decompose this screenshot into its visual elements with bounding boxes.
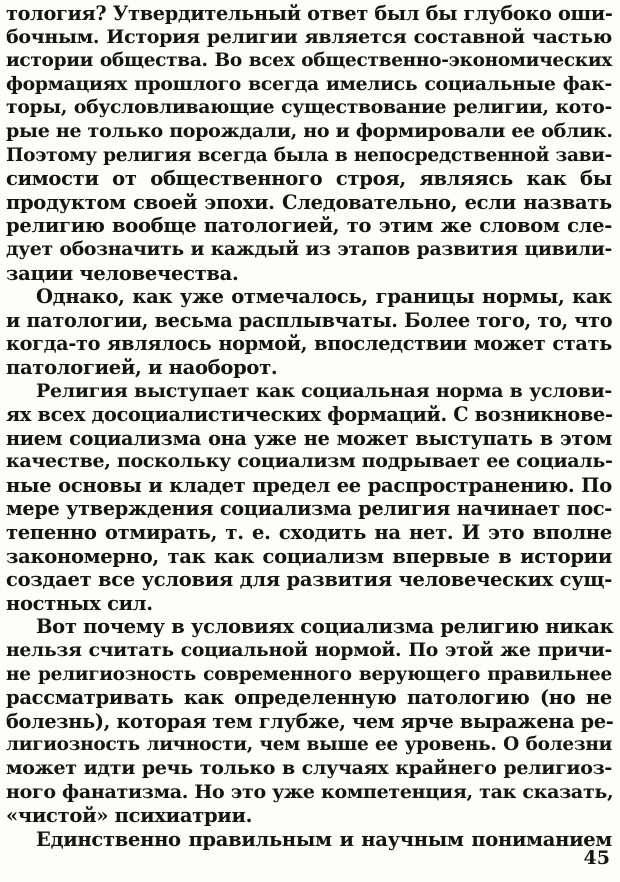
text-line: Единственно правильным и научным пониманием xyxy=(36,827,612,851)
text-line: тология? Утвердительный ответ был бы глубоко оши- xyxy=(6,2,613,25)
text-line: бочным. История религии является составной частью xyxy=(6,25,612,48)
text-line: религию вообще патологией, то этим же словом сле- xyxy=(6,214,612,238)
text-line: зации человечества. xyxy=(6,261,239,285)
text-line: создает все условия для развития человеческих сущ- xyxy=(6,568,612,592)
text-line: ные основы и кладет предел ее распространению. По xyxy=(6,473,612,497)
text-line: тепенно отмирать, т. е. сходить на нет. И это вполне xyxy=(6,521,612,545)
text-line: качестве, поскольку социализм подрывает ее социаль- xyxy=(6,450,613,473)
text-line: ного фанатизма. Но это уже компетенция, так сказать, xyxy=(6,780,614,803)
text-line: и патологии, весьма расплывчаты. Более того, то, что xyxy=(6,308,613,332)
text-line: нием социализма она уже не может выступать в этом xyxy=(6,426,612,450)
text-line: Религия выступает как социальная норма в услови- xyxy=(36,379,612,402)
text-line: патологией, и наоборот. xyxy=(6,355,278,379)
text-line: ях всех досоциалистических формаций. С возникнове- xyxy=(6,403,613,427)
body-text xyxy=(6,2,612,851)
text-line: рые не только порождали, но и формировали ее облик. xyxy=(6,119,613,142)
page-number: 45 xyxy=(583,847,610,869)
text-line: Вот почему в условиях социализма религию никак xyxy=(36,615,614,639)
text-line: продуктом своей эпохи. Следовательно, если назвать xyxy=(6,190,612,214)
text-line: симости от общественного строя, являясь как бы xyxy=(6,167,612,191)
text-line: может идти речь только в случаях крайнего религиоз- xyxy=(6,757,612,779)
text-line: Поэтому религия всегда была в непосредственной зави- xyxy=(6,144,612,166)
text-line: рассматривать как определенную патологию (но не xyxy=(6,686,612,710)
text-line: ностных сил. xyxy=(6,591,153,615)
text-line: мере утверждения социализма религия начинает пос- xyxy=(6,497,612,521)
text-line: закономерно, так как социализм впервые в истории xyxy=(6,544,612,568)
text-line: не религиозность современного верующего правильнее xyxy=(6,663,612,685)
text-line: «чистой» психиатрии. xyxy=(6,804,253,828)
text-line: болезнь), которая тем глубже, чем ярче выражена ре- xyxy=(6,709,614,733)
text-line: формациях прошлого всегда имелись социальные фак- xyxy=(6,72,612,95)
text-line: когда-то являлось нормой, впоследствии может стать xyxy=(6,332,612,356)
text-line: истории общества. Во всех общественно-экономических xyxy=(6,50,612,72)
text-line: нельзя считать социальной нормой. По этой же причи- xyxy=(6,639,612,662)
text-line: торы, обусловливающие существование религии, кото- xyxy=(6,96,612,119)
text-line: дует обозначить и каждый из этапов развития цивили- xyxy=(6,237,612,260)
text-line: лигиозность личности, чем выше ее уровень. О болезни xyxy=(6,734,612,756)
text-line: Однако, как уже отмечалось, границы нормы, как xyxy=(36,285,612,309)
